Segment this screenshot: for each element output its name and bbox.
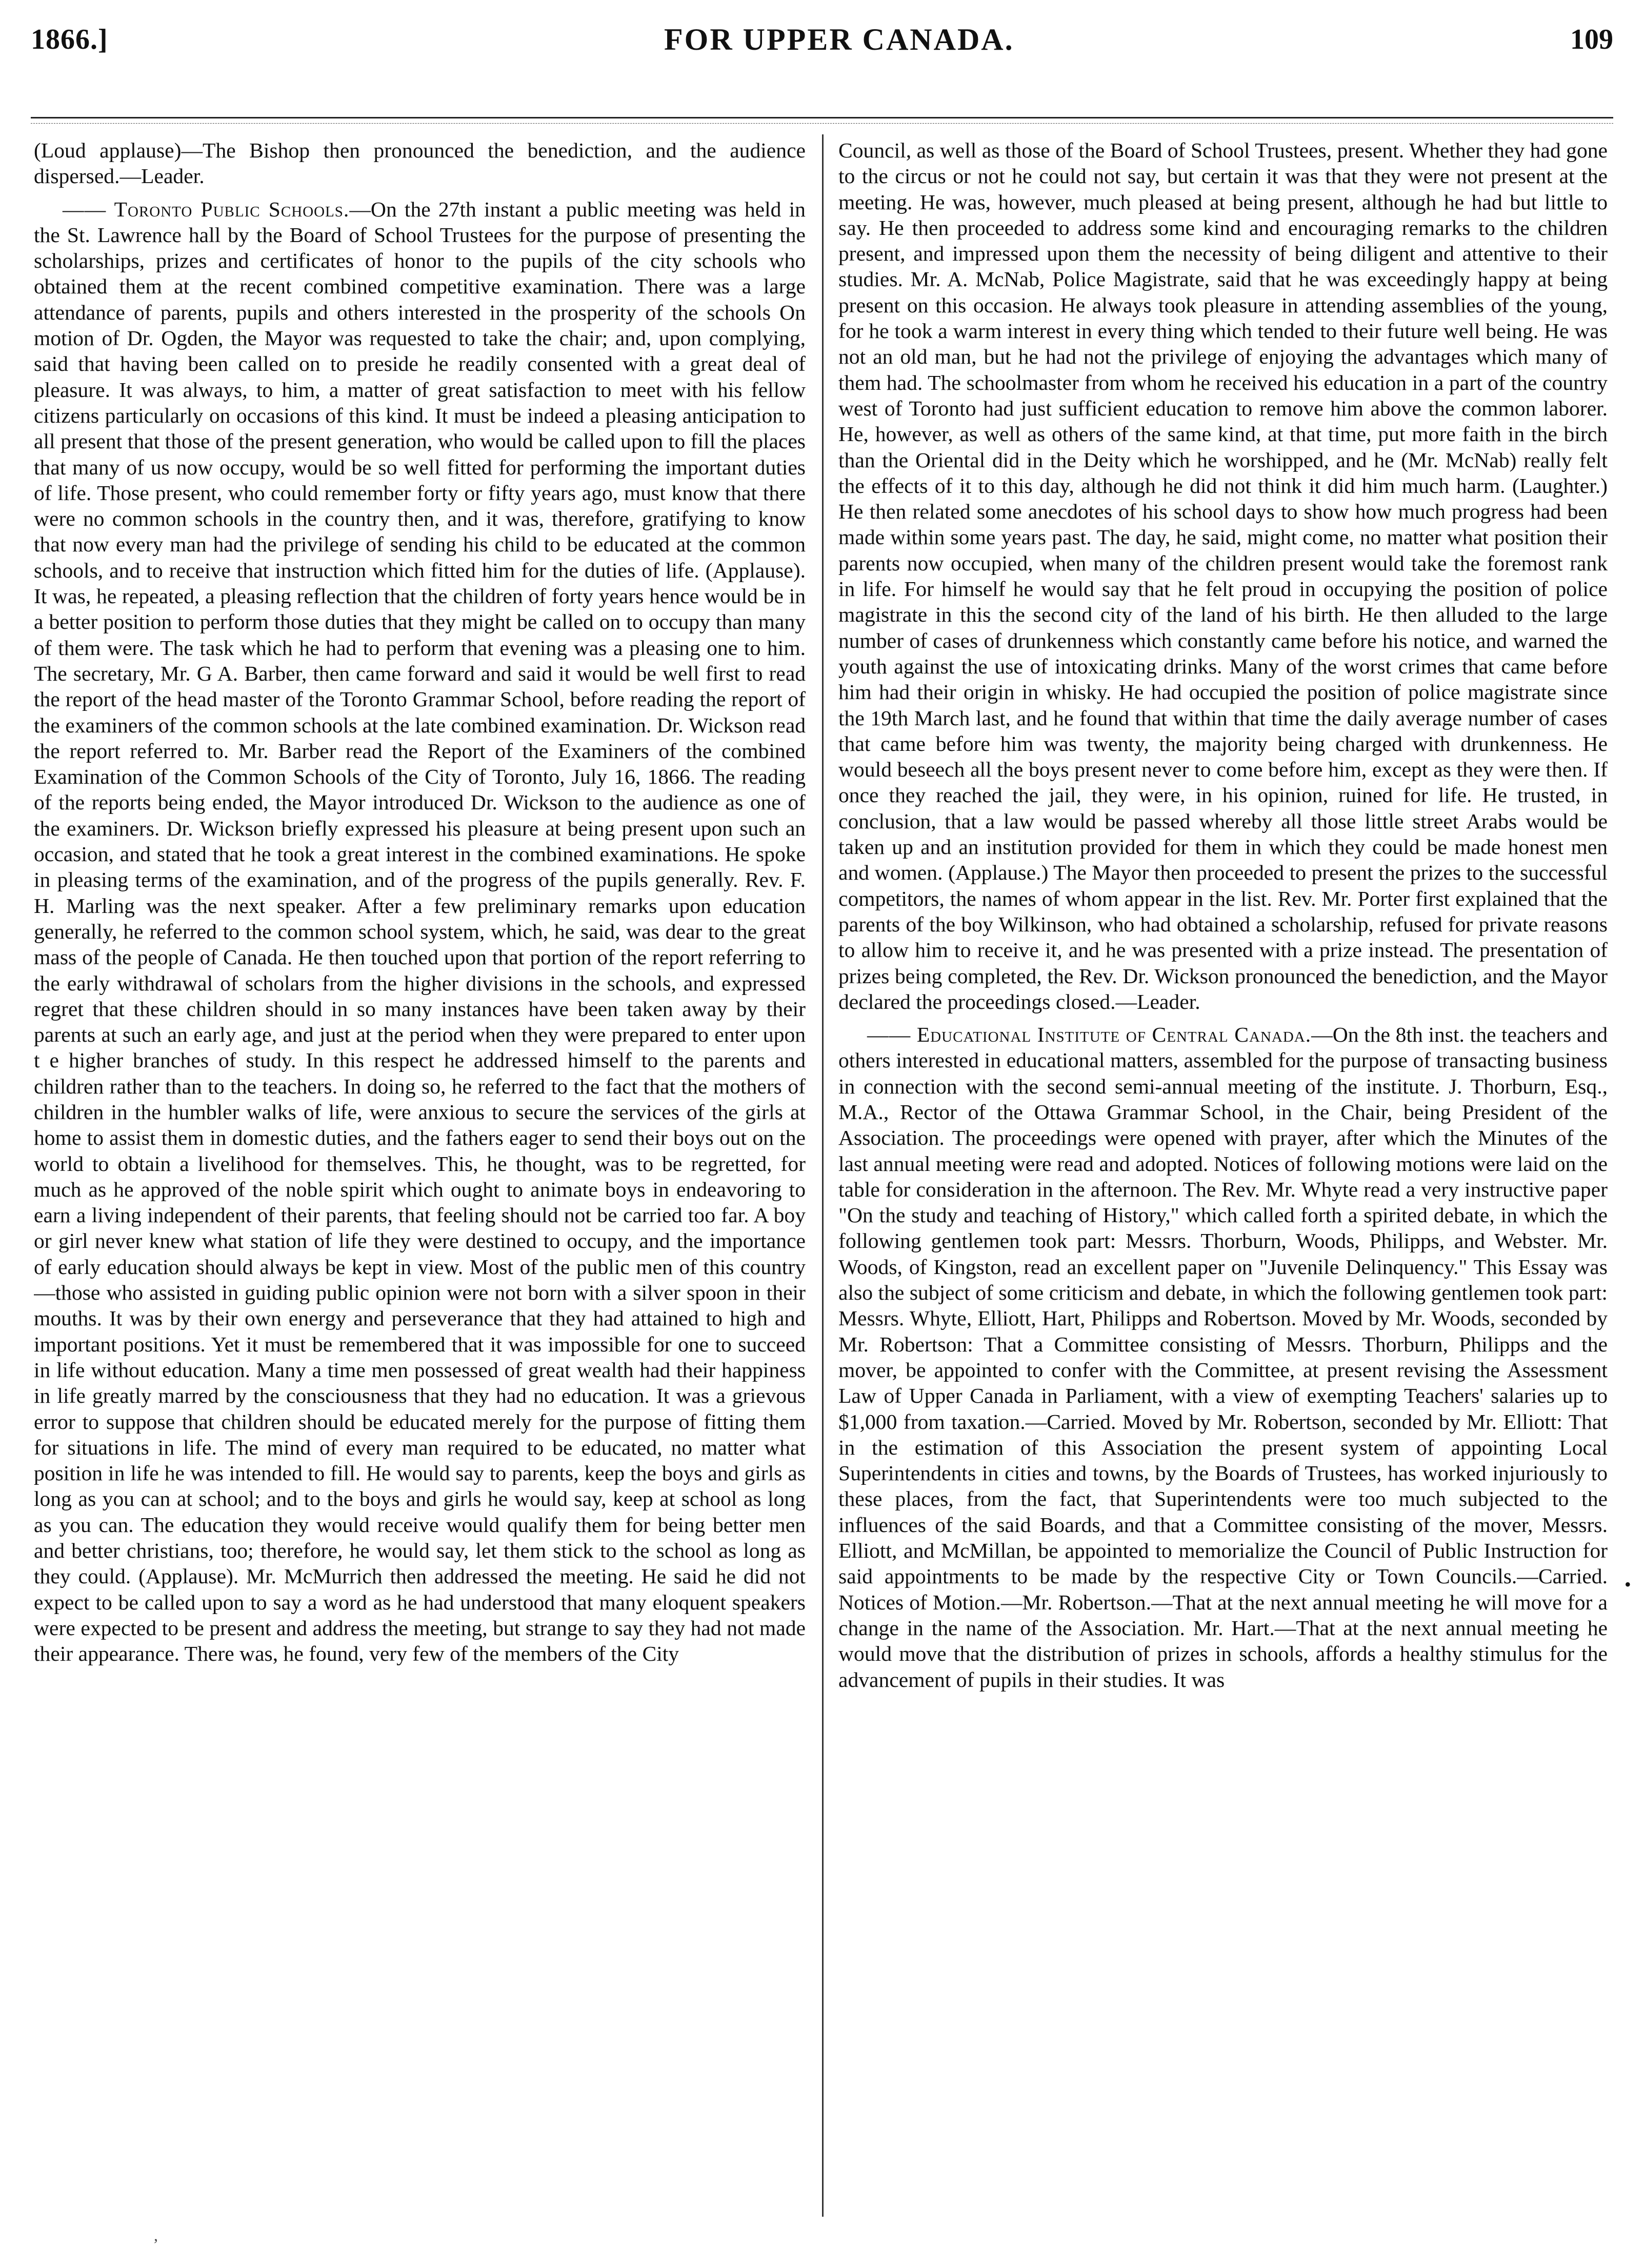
left-column — [34, 137, 806, 2230]
header-title: FOR UPPER CANADA. — [664, 22, 1014, 56]
article-heading: —— Educational Institute of Central Canada. — [867, 1023, 1312, 1047]
header-rule-dashed — [31, 123, 1613, 124]
page-number: 109 — [1570, 24, 1613, 55]
paragraph-continuation: Council, as well as those of the Board of School Trustees, present. Whether they had gone to the circus or not he could not say, but certain it was that they were not present at the meeting. He was, however, much pleased at being present, although he had but little to say. He then proceeded to address some kind and encouraging remarks to the children present, and impressed upon them the necessity of being diligent and attentive to their studies. Mr. A. McNab, Police Magistrate, said that he was exceedingly happy at being present on this occasion. He always took pleasure in attending assemblies of the young, for he took a warm interest in every thing which tended to their future well being. He was not an old man, but he had not the privilege of enjoying the advantages which many of them had. The schoolmaster from whom he received his education in a part of the country west of Toronto had just sufficient education to remove him above the common laborer. He, however, as well as others of the same kind, at that time, put more faith in the birch than the Oriental did in the Deity which he worshipped, and he (Mr. McNab) really felt the effects of it to this day, although he did not think it did him much harm. (Laughter.) He then related some anecdotes of his school days to show how much progress had been made within some years past. The day, he said, might come, no matter what position their parents now occupied, when many of the children present would take the foremost rank in life. For himself he would say that he felt proud in occupying the position of police magistrate in this the second city of the land of his birth. He then alluded to the large number of cases of drunkenness which constantly came before his notice, and warned the youth against the use of intoxicating drinks. Many of the worst crimes that came before him had their origin in whisky. He had occupied the position of police magistrate since the 19th March last, and he found that within that time the daily average number of cases that came before him was twenty, the majority being charged with drunkenness. He would beseech all the boys present never to come before him, except as they were then. If once they reached the jail, they were, in his opinion, ruined for life. He trusted, in conclusion, that a law would be passed whereby all those little street Arabs would be taken up and an institution provided for them in which they could be made honest men and women. (Applause.) The Mayor then proceeded to present the prizes to the successful competitors, the names of whom appear in the list. Rev. Mr. Porter first explained that the parents of the boy Wilkinson, who had obtained a scholarship, refused for private reasons to allow him to receive it, and he was presented with a prize instead. The presentation of prizes being completed, the Rev. Dr. Wickson pronounced the benediction, and the Mayor declared the proceedings closed.—Leader. — [838, 138, 1608, 1013]
margin-mark: • — [1625, 1574, 1631, 1595]
column-divider — [822, 134, 824, 2217]
article-educational-institute — [838, 1022, 1608, 1693]
article-body: —On the 27th instant a public meeting was held in the St. Lawrence hall by the Board of School Trustees for the purpose of presenting the scholarships, prizes and certificates of honor to the pupils of the city schools who obtained them at the recent combined competitive examination. There was a large attendance of parents, pupils and others interested in the prosperity of the schools On motion of Dr. Ogden, the Mayor was requested to take the chair; and, upon complying, said that having been called on to preside he readily consented with a great deal of pleasure. It was always, to him, a matter of great satisfaction to meet with his fellow citizens particularly on occasions of this kind. It must be indeed a pleasing anticipation to all present that those of the present generation, who would be called upon to fill the places that many of us now occupy, would be so well fitted for performing the important duties of life. Those present, who could remember forty or fifty years ago, must know that there were no common schools in the country then, and it was, therefore, gratifying to know that now every man had the privilege of sending his child to be educated at the common schools, and to receive that instruction which fitted him for the duties of life. (Applause). It was, he repeated, a pleasing reflection that the children of forty years hence would be in a better position to perform those duties that they might be called on to occupy than many of them were. The task which he had to perform that evening was a pleasing one to him. The secretary, Mr. G A. Barber, then came forward and said it would be well first to read the report of the head master of the Toronto Grammar School, before reading the report of the examiners of the common schools at the late combined examination. Dr. Wickson read the report referred to. Mr. Barber read the Report of the Examiners of the combined Examination of the Common Schools of the City of Toronto, July 16, 1866. The reading of the reports being ended, the Mayor introduced Dr. Wickson to the audience as one of the examiners. Dr. Wickson briefly expressed his pleasure at being present upon such an occasion, and stated that he took a great interest in the combined examinations. He spoke in pleasing terms of the examination, and of the progress of the pupils generally. Rev. F. H. Marling was the next speaker. After a few preliminary remarks upon education generally, he referred to the common school system, which, he said, was dear to the great mass of the people of Canada. He then touched upon that portion of the report referring to the early withdrawal of scholars from the higher divisions in the schools, and expressed regret that these children should in so many instances have been taken away by their parents at such an early age, and just at the period when they were prepared to enter upon t e higher branches of study. In this respect he addressed himself to the parents and children rather than to the teachers. In doing so, he referred to the fact that the mothers of children in the humbler walks of life, were anxious to secure the services of the girls at home to assist them in domestic duties, and the fathers eager to send their boys out on the world to obtain a livelihood for themselves. This, he thought, was to be regretted, for much as he approved of the noble spirit which ought to animate boys in endeavoring to earn a living independent of their parents, that feeling should not be carried too far. A boy or girl never knew what station of life they were destined to occupy, and the importance of early education should always be kept in view. Most of the public men of this country—those who assisted in guiding public opinion were not born with a silver spoon in their mouths. It was by their own energy and perseverance that they had attained to high and important positions. Yet it must be remembered that it was impossible for one to succeed in life without education. Many a time men possessed of great wealth had their happiness in life greatly marred by the consciousness that they had no education. It was a grievous error to suppose that children should be educated merely for the purpose of fitting them for situations in life. The mind of every man required to be educated, no matter what position in life he was intended to fill. He would say to parents, keep the boys and girls as long as you can at school; and to the boys and girls he would say, keep at school as long as you can. The education they would receive would qualify them for being better men and better christians, too; therefore, he would say, let them stick to the school as long as they could. (Applause). Mr. McMurrich then addressed the meeting. He said he did not expect to be called upon to say a word as he had understood that many eloquent speakers were expected to be present and address the meeting, but strange to say they had not made their appearance. There was, he found, very few of the members of the City — [34, 197, 806, 1666]
article-body: —On the 8th inst. the teachers and others interested in educational matters, assembled for the purpose of transacting business in connection with the second semi-annual meeting of the institute. J. Thorburn, Esq., M.A., Rector of the Ottawa Grammar School, in the Chair, being President of the Association. The proceedings were opened with prayer, after which the Minutes of the last annual meeting were read and adopted. Notices of following motions were laid on the table for consideration in the afternoon. The Rev. Mr. Whyte read a very instructive paper "On the study and teaching of History," which called forth a spirited debate, in which the following gentlemen took part: Messrs. Thorburn, Woods, Philipps, and Webster. Mr. Woods, of Kingston, read an excellent paper on "Juvenile Delinquency." This Essay was also the subject of some criticism and debate, in which the following gentlemen took part: Messrs. Whyte, Elliott, Hart, Philipps and Robertson. Moved by Mr. Woods, seconded by Mr. Robertson: That a Committee consisting of Messrs. Thorburn, Philipps and the mover, be appointed to confer with the Committee, at present revising the Assessment Law of Upper Canada in Parliament, with a view of exempting Teachers' salaries up to $1,000 from taxation.—Carried. Moved by Mr. Robertson, seconded by Mr. Elliott: That in the estimation of this Association the present system of appointing Local Superintendents in cities and towns, by the Boards of Trustees, has worked injuriously to these places, from the fact, that Superintendents were too much subjected to the influences of the said Boards, and that a Committee consisting of the mover, Messrs. Elliott, and McMillan, be appointed to memorialize the Council of Public Instruction for said appointments to be made by the respective City or Town Councils.—Carried. Notices of Motion.—Mr. Robertson.—That at the next annual meeting he will move for a change in the name of the Association. Mr. Hart.—That at the next annual meeting he would move that the distribution of prizes in schools, affords a healthy stimulus for the advancement of pupils in their studies. It was — [838, 1023, 1608, 1692]
right-column — [838, 137, 1608, 2230]
header-year: 1866.] — [31, 24, 108, 55]
running-header — [31, 16, 1613, 63]
footer-mark: , — [154, 2226, 158, 2244]
article-heading: —— Toronto Public Schools. — [63, 197, 350, 221]
paragraph-closing-note: (Loud applause)—The Bishop then pronounced the benediction, and the audience dispersed.—Leader. — [34, 138, 806, 188]
header-rule — [31, 117, 1613, 118]
article-toronto-public-schools — [34, 196, 806, 1667]
